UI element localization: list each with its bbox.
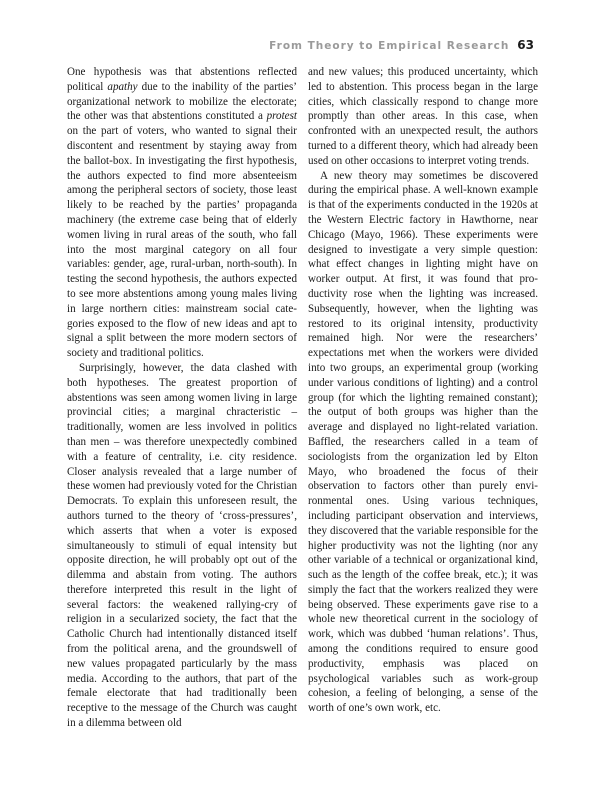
right-column [308,65,538,716]
paragraph-hypotheses [67,65,297,361]
running-title: From Theory to Empirical Research [269,40,510,52]
paragraph-text: due to the inability of the parties’ organizational network to mobilize the electorate; the other was that abstentions constituted a [67,80,297,123]
paragraph-hawthorne: A new theory may sometimes be discovered during the empirical phase. A well-known example is that of the experiments conducted in the 1920s at the Western Electric factory in Hawthorne, near Chicago (Mayo, 1966). These experiments were designed to investigate a very simple question: what effect changes in lighting might have on worker output. At first, it was found that productivity rose when the lighting was increased. Subsequently, however, when the lighting was restored to its original intensity, productivity remained high. Nor were the researchers’ expectations met when the workers were divided into two groups, an experimental group (working under various conditions of lighting) and a control group (for which the lighting remained constant); the output of both groups was higher than the average and displayed no light-related variation. Baffled, the researchers called in a team of sociologists from the organization led by Elton Mayo, who broadened the focus of their observation to factors other than purely environmental ones. Using various techniques, including participant observation and interviews, they discovered that the variable responsible for the higher productivity was not the lighting (nor any other variable of a technical or organizational kind, such as the length of the coffee break, etc.); it was simply the fact that the workers realized they were being observed. These experiments gave rise to a whole new theoretical current in the sociology of work, which was dubbed ‘human relations’. Thus, among the conditions required to ensure good productivity, emphasis was placed on psychological variables such as work-group cohesion, a feeling of belonging, a sense of the worth of one’s own work, etc. [308,169,538,715]
paragraph-text: on the part of voters, who wanted to signal their discontent and resentment by staying away from the ballot-box. In investigating the first hypothesis, the authors expected to find more absenteeism among the peripheral sectors of society, those least likely to be reached by the parties’ propaganda machinery (the extreme case being that of elderly women living in rural areas of the south, who fall into the most marginal category on all four variables: gender, age, rural-urban, north-south). In testing the second hypothesis, the authors expected to see more abstentions among young males living in large northern cities: mainstream social categories exposed to the flow of new ideas and apt to signal a split between the more modern sectors of society and traditional politics. [67,125,297,360]
page-number: 63 [517,38,534,52]
emphasis-apathy: apathy [107,80,138,93]
paragraph-surprising-results: Surprisingly, however, the data clashed with both hypotheses. The greatest proportion of abstentions was seen among women living in large provincial cities; a marginal chracteristic – traditionally, women are less involved in politics than men – was therefore unexpectedly combined with a feature of centrality, i.e. city residence. Closer analysis revealed that a large number of these women had previously voted for the Christian Democrats. To explain this unforeseen result, the authors turned to the theory of ‘cross-pressures’, which asserts that when a voter is exposed simultaneously to stimuli of equal intensity but opposite direction, he will probably opt out of the dilemma and abstain from voting. The authors therefore interpreted this result in the light of several factors: the weakened rallying-cry of religion in a secularized society, the fact that the Catholic Church had intentionally distanced itself from the political arena, and the groundswell of new values propagated particularly by the mass media. According to the authors, that part of the female electorate that had traditionally been receptive to the message of the Church was caught in a dilemma between old [67,361,297,730]
running-head [269,38,534,52]
left-column [67,65,297,731]
emphasis-protest: protest [266,110,297,123]
paragraph-new-values: and new values; this produced uncertainty, which led to abstention. This process began in the large cities, which classically respond to change more promptly than other areas. In this case, when confronted with an unexpected result, the authors turned to a different theory, which had already been used on other occasions to interpret voting trends. [308,66,538,167]
paragraph-text: One hypothesis was that abstentions reflected political [67,66,297,93]
